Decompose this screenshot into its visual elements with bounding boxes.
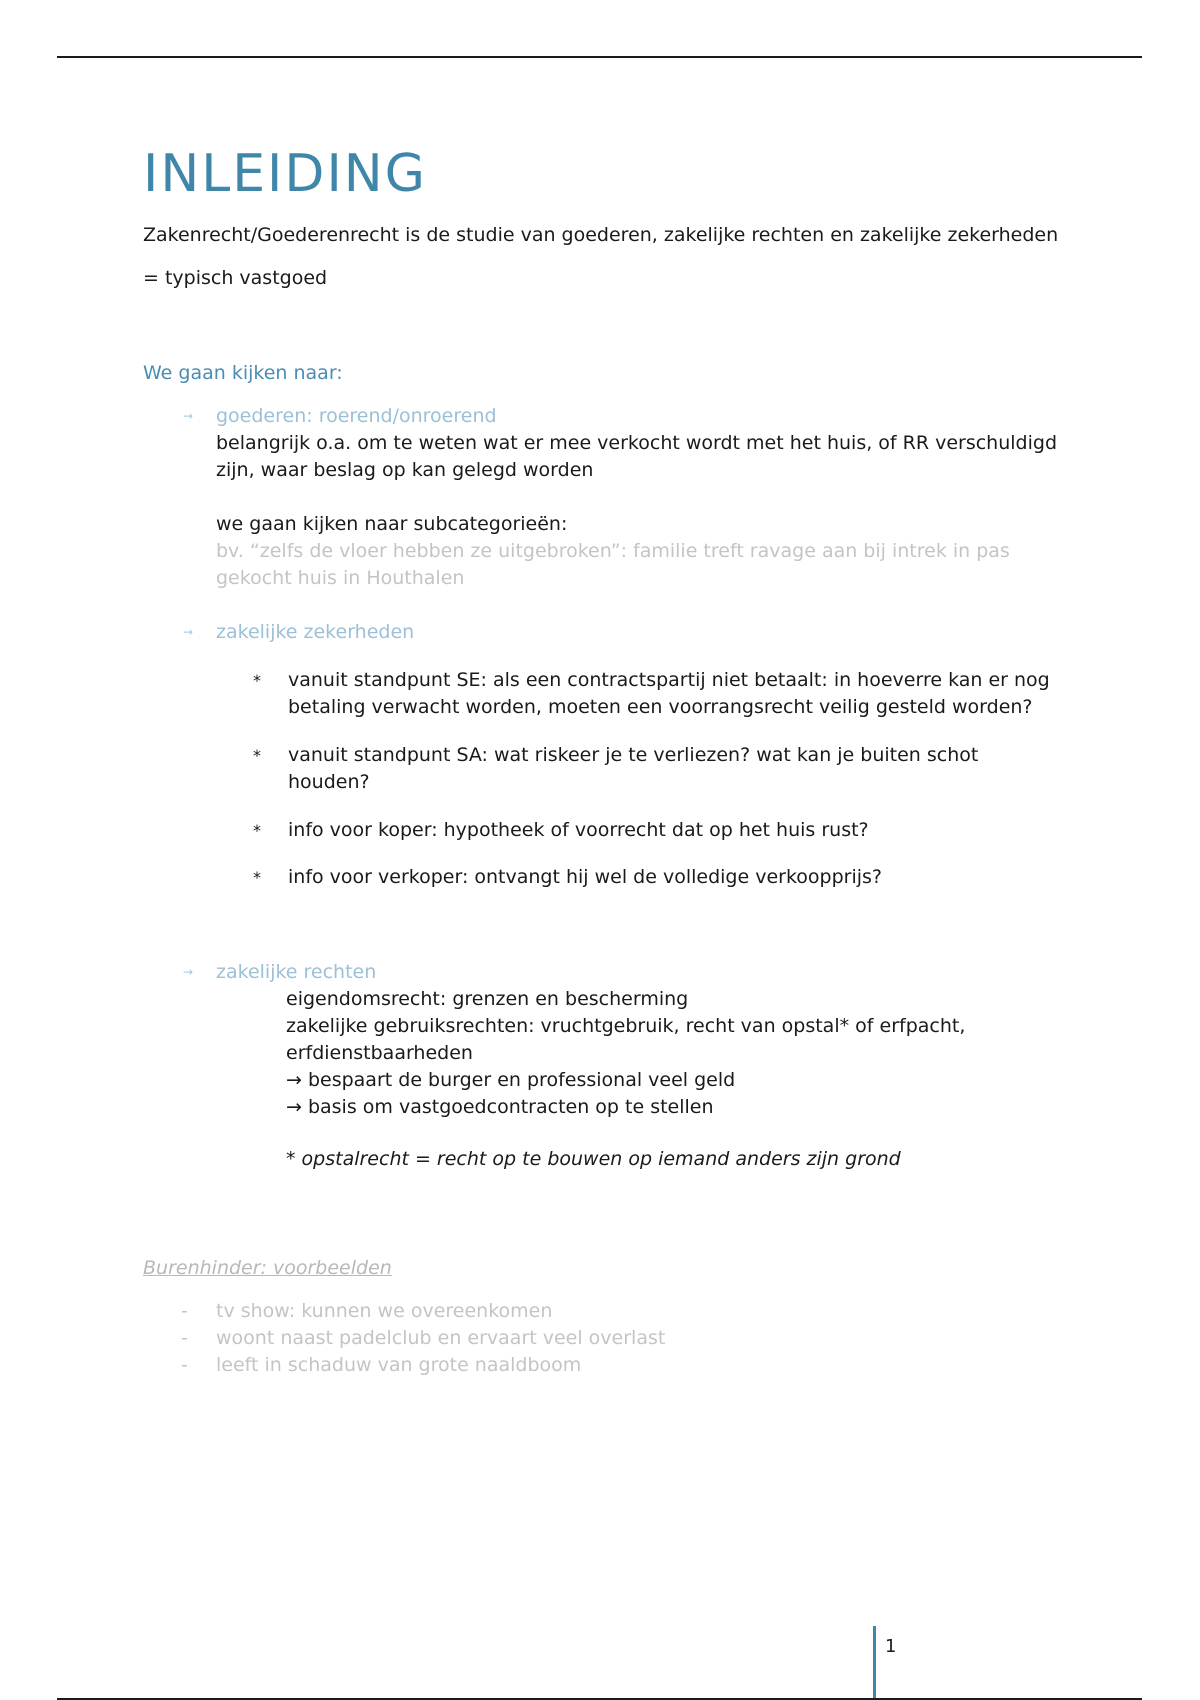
rechten-line: → bespaart de burger en professional veel geld [286, 1069, 736, 1091]
goederen-subcategories: we gaan kijken naar subcategorieën: [216, 513, 568, 535]
list-item [143, 864, 1063, 891]
list-item-text: vanuit standpunt SE: als een contractspartij niet betaalt: in hoeverre kan er nog betaling verwacht worden, moeten een voorrangsrecht veilig gesteld worden? [288, 669, 1050, 718]
rechten-heading: zakelijke rechten [216, 961, 377, 983]
list-item-text: leeft in schaduw van grote naaldboom [216, 1354, 582, 1376]
intro-paragraph: Zakenrecht/Goederenrecht is de studie van goederen, zakelijke rechten en zakelijke zekerheden [143, 224, 1059, 246]
zekerheden-heading: zakelijke zekerheden [216, 621, 415, 643]
rechten-line: zakelijke gebruiksrechten: vruchtgebruik, recht van opstal* of erfpacht, erfdienstbaarheden [286, 1015, 966, 1064]
list-item [143, 742, 1063, 796]
goederen-example: bv. “zelfs de vloer hebben ze uitgebroken”: familie treft ravage aan bij intrek in pas gekocht huis in Houthalen [216, 540, 1010, 589]
list-item-text: info voor verkoper: ontvangt hij wel de volledige verkoopprijs? [288, 866, 882, 888]
list-item [143, 1325, 1063, 1352]
bullet-icon: * [253, 746, 261, 765]
dash-icon: - [181, 1300, 188, 1322]
dash-icon: - [181, 1327, 188, 1349]
list-item [143, 1352, 1063, 1379]
section-zekerheden [143, 619, 1063, 646]
bullet-icon: * [253, 868, 261, 887]
rechten-line: eigendomsrecht: grenzen en bescherming [286, 988, 689, 1010]
list-item [143, 817, 1063, 844]
list-item-text: vanuit standpunt SA: wat riskeer je te verliezen? wat kan je buiten schot houden? [288, 744, 979, 793]
bullet-icon: * [253, 671, 261, 690]
list-item-text: info voor koper: hypotheek of voorrecht dat op het huis rust? [288, 819, 869, 841]
burenhinder-heading: Burenhinder: voorbeelden [143, 1257, 392, 1279]
arrow-icon: → [183, 409, 194, 423]
page-title: INLEIDING [143, 144, 427, 204]
rechten-line: → basis om vastgoedcontracten op te stellen [286, 1096, 714, 1118]
arrow-icon: → [183, 965, 194, 979]
overview-heading: We gaan kijken naar: [143, 362, 343, 384]
bullet-icon: * [253, 821, 261, 840]
list-item-text: woont naast padelclub en ervaart veel overlast [216, 1327, 666, 1349]
list-item [143, 1298, 1063, 1325]
header-rule [57, 56, 1142, 58]
intro-note: = typisch vastgoed [143, 267, 328, 289]
opstalrecht-footnote: * opstalrecht = recht op te bouwen op iemand anders zijn grond [286, 1148, 901, 1170]
arrow-icon: → [183, 625, 194, 639]
dash-icon: - [181, 1354, 188, 1376]
list-item [143, 667, 1063, 721]
goederen-heading: goederen: roerend/onroerend [216, 405, 497, 427]
goederen-text: belangrijk o.a. om te weten wat er mee verkocht wordt met het huis, of RR verschuldigd zijn, waar beslag op kan gelegd worden [216, 432, 1058, 481]
page-number: 1 [885, 1636, 897, 1657]
section-rechten [143, 959, 1063, 986]
rechten-body [143, 986, 1063, 1173]
section-goederen [143, 403, 1063, 592]
burenhinder-list [143, 1298, 1063, 1379]
page-number-bar [873, 1626, 876, 1700]
page-content [143, 140, 1063, 1379]
list-item-text: tv show: kunnen we overeenkomen [216, 1300, 553, 1322]
